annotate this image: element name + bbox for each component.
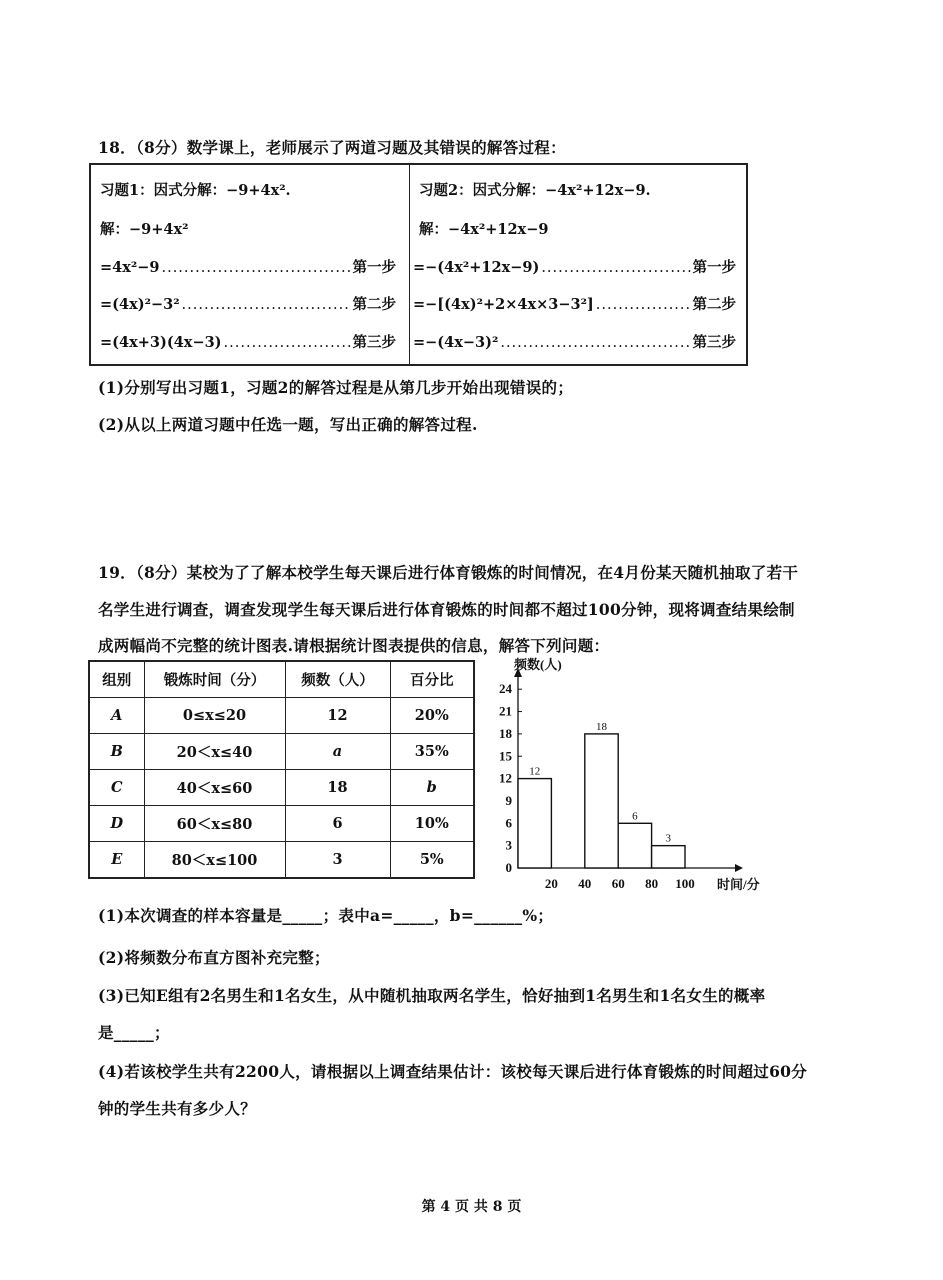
histogram-bar xyxy=(618,823,651,868)
ex2-step-1: =−(4x²+12x−9) ..... 第一步 xyxy=(413,256,736,277)
q18-sub1: (1)分别写出习题1，习题2的解答过程是从第几步开始出现错误的； xyxy=(98,378,574,397)
y-tick-label: 9 xyxy=(505,792,512,808)
y-tick-label: 24 xyxy=(499,681,512,697)
th-group: 组别 xyxy=(89,661,144,698)
y-tick-label: 18 xyxy=(499,725,512,741)
ex2-title: 习题2：因式分解：−4x²+12x−9. xyxy=(419,182,651,199)
q19-sub4b: 钟的学生共有多少人？ xyxy=(98,1099,257,1118)
x-tick-label: 80 xyxy=(645,876,659,891)
x-tick-label: 100 xyxy=(675,876,695,891)
cell-group: E xyxy=(89,842,144,879)
cell-time: 0≤x≤20 xyxy=(144,698,285,734)
th-frequency: 频数（人） xyxy=(285,661,390,698)
th-percent: 百分比 xyxy=(390,661,474,698)
cell-percent: b xyxy=(390,770,474,806)
cell-percent: 20% xyxy=(390,698,474,734)
cell-time: 60＜x≤80 xyxy=(144,806,285,842)
table-row xyxy=(89,842,474,879)
y-tick-label: 15 xyxy=(499,748,512,764)
cell-percent: 10% xyxy=(390,806,474,842)
ex2-step-2: =−[(4x)²+2×4x×3−3²] ..... 第二步 xyxy=(413,293,736,314)
ex1-step-1: =4x²−9 ..... 第一步 xyxy=(100,256,396,277)
table-row xyxy=(89,770,474,806)
q19-sub3b: 是_____； xyxy=(98,1023,170,1042)
x-axis-arrow xyxy=(735,864,743,872)
cell-frequency: 18 xyxy=(285,770,390,806)
q18-sub2: (2)从以上两道习题中任选一题，写出正确的解答过程. xyxy=(98,415,478,434)
cell-frequency: 12 xyxy=(285,698,390,734)
cell-time: 80＜x≤100 xyxy=(144,842,285,879)
histogram-bar xyxy=(585,734,618,868)
x-tick-label: 60 xyxy=(611,876,625,891)
ex2-step-3: =−(4x−3)² ..... 第三步 xyxy=(413,331,736,352)
y-axis-label: 频数(人) xyxy=(514,657,562,672)
cell-group: A xyxy=(89,698,144,734)
q19-sub4a: (4)若该校学生共有2200人，请根据以上调查结果估计：该校每天课后进行体育锻炼的时间超过60分 xyxy=(98,1062,808,1081)
ex2-solve: 解：−4x²+12x−9 xyxy=(419,221,549,238)
bar-value-label: 18 xyxy=(596,720,607,733)
q18-heading: 18．（8分）数学课上，老师展示了两道习题及其错误的解答过程： xyxy=(98,138,566,157)
x-tick-label: 40 xyxy=(578,876,592,891)
y-tick-label: 12 xyxy=(499,770,512,786)
table-row xyxy=(89,734,474,770)
q19-line2: 名学生进行调查，调查发现学生每天课后进行体育锻炼的时间都不超过100分钟，现将调查结果绘制 xyxy=(98,600,795,619)
q19-line1: 19．（8分）某校为了了解本校学生每天课后进行体育锻炼的时间情况，在4月份某天随机抽取了若干 xyxy=(98,563,799,582)
cell-group: B xyxy=(89,734,144,770)
table-row xyxy=(89,698,474,734)
table-row xyxy=(89,806,474,842)
ex1-step-3: =(4x+3)(4x−3) ..... 第三步 xyxy=(100,331,396,352)
cell-frequency: 3 xyxy=(285,842,390,879)
q19-sub2: (2)将频数分布直方图补充完整； xyxy=(98,948,330,967)
q19-sub3a: (3)已知E组有2名男生和1名女生，从中随机抽取两名学生，恰好抽到1名男生和1名女生的概率 xyxy=(98,986,766,1005)
cell-frequency: 6 xyxy=(285,806,390,842)
cell-frequency: a xyxy=(285,734,390,770)
histogram-bar xyxy=(652,846,685,868)
bar-value-label: 6 xyxy=(632,810,638,823)
ex1-step-2: =(4x)²−3² ..... 第二步 xyxy=(100,293,396,314)
cell-time: 20＜x≤40 xyxy=(144,734,285,770)
histogram-bar xyxy=(518,779,551,868)
y-tick-label: 21 xyxy=(499,703,512,719)
y-tick-label: 0 xyxy=(505,860,512,875)
x-axis-label: 时间/分 xyxy=(717,877,760,892)
box-divider xyxy=(409,165,410,364)
x-tick-label: 20 xyxy=(544,876,558,891)
ex1-title: 习题1：因式分解：−9+4x². xyxy=(100,182,291,199)
frequency-table xyxy=(88,660,475,879)
frequency-histogram xyxy=(485,655,775,895)
y-tick-label: 3 xyxy=(505,837,512,853)
cell-group: C xyxy=(89,770,144,806)
bar-value-label: 12 xyxy=(529,765,541,778)
q19-line3: 成两幅尚不完整的统计图表.请根据统计图表提供的信息，解答下列问题： xyxy=(98,636,610,655)
ex1-solve: 解：−9+4x² xyxy=(100,221,189,238)
page-footer: 第 4 页 共 8 页 xyxy=(421,1199,522,1215)
y-tick-label: 6 xyxy=(505,815,512,831)
cell-percent: 35% xyxy=(390,734,474,770)
cell-percent: 5% xyxy=(390,842,474,879)
th-time: 锻炼时间（分） xyxy=(144,661,285,698)
cell-time: 40＜x≤60 xyxy=(144,770,285,806)
table-header-row xyxy=(89,661,474,698)
q19-sub1: (1)本次调查的样本容量是_____；表中a=_____，b=______%； xyxy=(98,906,554,925)
bar-value-label: 3 xyxy=(665,832,672,845)
q18-exercise-box xyxy=(89,163,748,366)
cell-group: D xyxy=(89,806,144,842)
